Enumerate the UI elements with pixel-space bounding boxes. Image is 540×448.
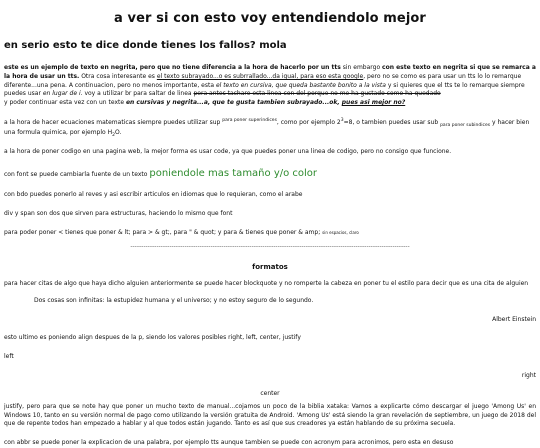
blockquote: Dos cosas son infinitas: la estupidez humana y el universo; y no estoy seguro de lo segundo.	[34, 296, 314, 304]
subscript-example: para poner subindices	[440, 122, 491, 128]
superscript-example: para poner superindices	[222, 117, 277, 123]
text-fragment: y hacer bien una formula quimica, por ejemplo H	[4, 118, 530, 137]
text-fragment: =8, o tambien puedes usar sub	[343, 118, 441, 126]
justify-paragraph: justify, pero para que se note hay que poner un mucho texto de manual...cojamos un poco de la biblia xataka: Vamos a explicarte cómo descargar el juego 'Among Us' en Windows 10, tanto en su versión normal de pago como utilizando la versión gratuita de Android. 'Among Us' está siendo la gran revelación de septiembre, un juego de 2018 del que de repente todos han empezado a hablar y al que todos están jugando. Tanto es así que sus creadores ya están hablando de su próxima secuela.	[4, 403, 536, 428]
math-paragraph	[4, 118, 536, 140]
text-fragment: y si quieres que el tts te lo remarque siempre puedes usar	[4, 81, 525, 98]
intro-paragraph	[4, 64, 536, 107]
align-center-text: center	[260, 390, 280, 398]
horizontal-separator: ---------------------------------------------------------------------------------------------------------------------------------	[130, 243, 410, 251]
superscript-exponent: 3	[340, 117, 344, 123]
text-fragment: y poder continuar esta vez con un texte	[4, 99, 126, 107]
text-fragment: , como por ejemplo 2	[276, 118, 341, 126]
text-fragment: Otra cosa interesante es	[79, 73, 157, 81]
bold-text-2: con este texto en negrita si que se remarca a la hora de usar un tts.	[4, 64, 536, 81]
abbr-paragraph: con abbr se puede poner la explicacion de una palabra, por ejemplo tts aunque tambien se puede con acronym para acronimos, pero esta en desuso	[4, 439, 454, 447]
text-fragment: O.	[115, 129, 122, 137]
italic-text-2: en lugar de i	[42, 90, 81, 98]
bold-italic-text: en cursivas y negrita...a, que te gusta tambien subrayado...ok,	[125, 99, 342, 107]
code-paragraph: a la hora de poner codigo en una pagina web, la mejor forma es usar code, ya que puedes poner una linea de codigo, pero no consigo que funcione.	[4, 148, 452, 156]
text-fragment: . voy a utilizar br para saltar de linea	[80, 90, 194, 98]
entities-paragraph	[4, 229, 536, 238]
align-right-text: right	[521, 371, 536, 379]
section-heading: formatos	[252, 263, 288, 272]
bdo-paragraph: con bdo puedes ponerlo al reves y asi escribir articulos en idiomas que lo requieran, como el arabe	[4, 191, 303, 199]
green-large-text: poniendole mas tamaño y/o color	[149, 167, 318, 179]
text-fragment: a la hora de hacer ecuaciones matematicas siempre puedes utilizar sup	[4, 118, 223, 126]
bold-text-1: este es un ejemplo de texto en negrita, pero que no tiene diferencia a la hora de hacerlo por un tts	[4, 64, 341, 72]
text-fragment: con font se puede cambiarla fuente de un texto	[4, 170, 150, 178]
div-span-paragraph: div y span son dos que sirven para estructuras, haciendo lo mismo que font	[4, 210, 233, 218]
page-title: a ver si con esto voy entendiendolo mejor	[114, 11, 426, 26]
small-note: sin espacios, claro	[322, 229, 359, 235]
italic-text-1: el texto en cursiva, que queda bastante bonito a la vista	[215, 81, 386, 89]
text-fragment: para poder poner < tienes que poner & lt; para > & gt;, para " & quot; y para & tienes que poner & amp;	[4, 228, 323, 236]
font-paragraph	[4, 167, 536, 182]
text-fragment: , pero no se como es para usar un tts lo lo remarque diferente...una pena. A continuacion, pero no menos importante, esta	[4, 73, 522, 89]
underlined-text: el texto subrayado...o es subrrallado...da igual, para eso esta google	[156, 73, 364, 81]
blockquote-paragraph: para hacer citas de algo que haya dicho alguien anteriormente se puede hacer blockquote y no romperte la cabeza en poner tu el estilo para decir que es una cita de alguien	[4, 280, 529, 288]
subscript-number: 2	[112, 133, 116, 139]
align-paragraph: esto ultimo es poniendo align despues de la p, siendo los valores posibles right, left, center, justify	[4, 334, 301, 342]
bold-italic-underlined-text: pues asi mejor no?	[341, 99, 406, 107]
quote-author: Albert Einstein	[492, 315, 536, 323]
page-subtitle: en serio esto te dice donde tienes los fallos? mola	[4, 39, 287, 51]
text-fragment: sin embargo	[340, 64, 383, 72]
strikethrough-text: pera antes tachare esta linea con del porque no me ha gustado como ha quedado	[193, 90, 441, 98]
align-left-text: left	[4, 353, 14, 361]
